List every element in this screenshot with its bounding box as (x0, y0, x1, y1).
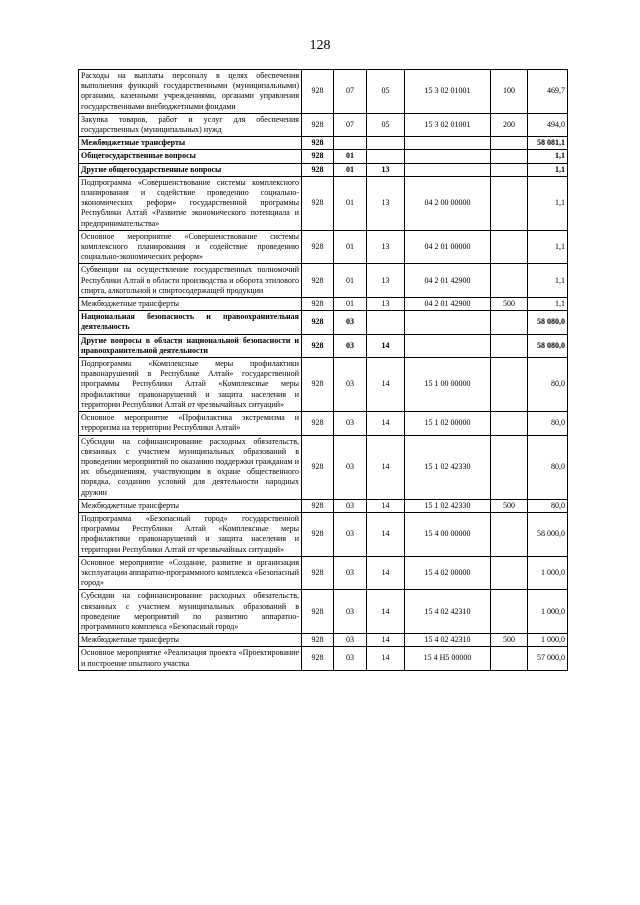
cell-code-gr: 928 (302, 435, 334, 499)
cell-code-csr: 04 2 01 42900 (405, 298, 491, 311)
cell-code-vr: 200 (491, 113, 528, 136)
cell-code-gr: 928 (302, 311, 334, 334)
cell-code-gr: 928 (302, 230, 334, 264)
cell-code-gr: 928 (302, 358, 334, 412)
cell-code-rz: 03 (334, 634, 367, 647)
cell-name: Расходы на выплаты персоналу в целях обеспечения выполнения функций государственными (муниципальными) органами, казенными учреждениями, органами управления государственными внебюджетными фондами (79, 70, 302, 114)
cell-name: Общегосударственные вопросы (79, 150, 302, 163)
cell-name: Межбюджетные трансферты (79, 499, 302, 512)
cell-name: Подпрограмма «Совершенствование системы комплексного планирования и содействие проведению социально-экономических реформ» государственной программы Республики Алтай «Развитие экономического потенциала и предпринимательства» (79, 176, 302, 230)
cell-code-vr (491, 358, 528, 412)
cell-amount: 58 000,0 (528, 512, 568, 556)
cell-code-gr: 928 (302, 264, 334, 298)
cell-code-csr: 15 1 02 42330 (405, 435, 491, 499)
cell-amount: 57 000,0 (528, 647, 568, 670)
cell-code-vr: 500 (491, 298, 528, 311)
cell-code-rz: 03 (334, 556, 367, 590)
cell-code-vr (491, 150, 528, 163)
cell-code-pr: 14 (367, 412, 405, 435)
cell-name: Межбюджетные трансферты (79, 634, 302, 647)
cell-amount: 80,0 (528, 499, 568, 512)
cell-code-csr: 04 2 00 00000 (405, 176, 491, 230)
table-row (79, 113, 568, 136)
table-row (79, 230, 568, 264)
cell-amount: 1 000,0 (528, 634, 568, 647)
cell-code-vr (491, 435, 528, 499)
cell-code-gr: 928 (302, 590, 334, 634)
cell-code-csr: 04 2 01 00000 (405, 230, 491, 264)
cell-code-csr: 15 4 02 42310 (405, 590, 491, 634)
cell-code-gr: 928 (302, 298, 334, 311)
cell-name: Закупка товаров, работ и услуг для обеспечения государственных (муниципальных) нужд (79, 113, 302, 136)
cell-name: Подпрограмма «Комплексные меры профилактики правонарушений в Республике Алтай» государственной программы Республики Алтай «Комплексные меры профилактики правонарушений и защита населения и территории Республики Алтай от чрезвычайных ситуаций» (79, 358, 302, 412)
cell-code-gr: 928 (302, 512, 334, 556)
cell-code-rz: 03 (334, 647, 367, 670)
cell-code-rz: 01 (334, 176, 367, 230)
cell-code-pr: 14 (367, 647, 405, 670)
cell-code-gr: 928 (302, 334, 334, 357)
cell-code-pr (367, 137, 405, 150)
cell-code-rz (334, 137, 367, 150)
cell-code-gr: 928 (302, 412, 334, 435)
cell-code-csr (405, 150, 491, 163)
cell-code-rz: 01 (334, 150, 367, 163)
cell-name: Основное мероприятие «Реализация проекта «Проектирование и построение опытного участка (79, 647, 302, 670)
table-row (79, 137, 568, 150)
cell-amount: 80,0 (528, 435, 568, 499)
cell-code-csr: 15 4 Н5 00000 (405, 647, 491, 670)
cell-amount: 494,0 (528, 113, 568, 136)
cell-code-csr: 15 4 02 42310 (405, 634, 491, 647)
cell-code-csr: 15 1 02 00000 (405, 412, 491, 435)
cell-name: Основное мероприятие «Совершенствование системы комплексного планирования и содействие проведению социально-экономических реформ» (79, 230, 302, 264)
cell-code-csr: 15 1 02 42330 (405, 499, 491, 512)
cell-amount: 58 081,1 (528, 137, 568, 150)
cell-code-rz: 01 (334, 298, 367, 311)
cell-code-pr (367, 311, 405, 334)
cell-code-csr (405, 334, 491, 357)
cell-code-pr: 14 (367, 634, 405, 647)
cell-name: Субсидии на софинансирование расходных обязательств, связанных с участием муниципальных образований в проведение мероприятий по развитию аппаратно-программного комплекса «Безопасный город» (79, 590, 302, 634)
cell-name: Основное мероприятие «Создание, развитие и организация эксплуатации аппаратно-программного комплекса «Безопасный город» (79, 556, 302, 590)
table-row (79, 176, 568, 230)
cell-code-csr (405, 311, 491, 334)
page-number: 128 (309, 38, 331, 53)
cell-code-csr (405, 163, 491, 176)
cell-code-vr (491, 311, 528, 334)
cell-name: Межбюджетные трансферты (79, 137, 302, 150)
cell-name: Субвенции на осуществление государственных полномочий Республики Алтай в области производства и оборота этилового спирта, алкогольной и спиртосодержащей продукции (79, 264, 302, 298)
table-row (79, 70, 568, 114)
cell-amount: 58 080,0 (528, 334, 568, 357)
cell-code-pr: 14 (367, 334, 405, 357)
cell-code-rz: 01 (334, 230, 367, 264)
cell-code-gr: 928 (302, 647, 334, 670)
cell-name: Другие вопросы в области национальной безопасности и правоохранительной деятельности (79, 334, 302, 357)
cell-amount: 1,1 (528, 150, 568, 163)
table-row (79, 647, 568, 670)
cell-code-rz: 01 (334, 163, 367, 176)
cell-code-vr (491, 264, 528, 298)
cell-code-rz: 03 (334, 512, 367, 556)
cell-code-csr: 15 1 00 00000 (405, 358, 491, 412)
cell-code-pr: 14 (367, 590, 405, 634)
cell-amount: 1,1 (528, 264, 568, 298)
cell-code-gr: 928 (302, 556, 334, 590)
cell-name: Основное мероприятие «Профилактика экстремизма и терроризма на территории Республики Алтай» (79, 412, 302, 435)
table-row (79, 512, 568, 556)
cell-code-vr (491, 176, 528, 230)
cell-code-csr: 15 3 02 01001 (405, 113, 491, 136)
table-row (79, 163, 568, 176)
cell-code-pr (367, 150, 405, 163)
table-row (79, 634, 568, 647)
table-row (79, 556, 568, 590)
cell-amount: 1,1 (528, 298, 568, 311)
cell-code-pr: 13 (367, 298, 405, 311)
cell-code-pr: 13 (367, 264, 405, 298)
cell-code-vr: 500 (491, 499, 528, 512)
cell-code-gr: 928 (302, 163, 334, 176)
table-row (79, 298, 568, 311)
cell-code-rz: 01 (334, 264, 367, 298)
cell-amount: 469,7 (528, 70, 568, 114)
cell-code-vr (491, 590, 528, 634)
table-row (79, 590, 568, 634)
cell-code-gr: 928 (302, 176, 334, 230)
cell-code-pr: 13 (367, 163, 405, 176)
table-row (79, 435, 568, 499)
cell-code-rz: 03 (334, 499, 367, 512)
cell-code-rz: 03 (334, 590, 367, 634)
cell-code-vr (491, 647, 528, 670)
cell-code-vr: 100 (491, 70, 528, 114)
cell-code-vr (491, 334, 528, 357)
cell-code-rz: 03 (334, 358, 367, 412)
cell-code-pr: 05 (367, 113, 405, 136)
cell-code-pr: 14 (367, 499, 405, 512)
cell-code-pr: 14 (367, 435, 405, 499)
cell-code-csr (405, 137, 491, 150)
table-row (79, 358, 568, 412)
cell-code-vr (491, 163, 528, 176)
cell-code-gr: 928 (302, 70, 334, 114)
cell-code-rz: 03 (334, 311, 367, 334)
cell-code-rz: 03 (334, 435, 367, 499)
cell-code-vr (491, 230, 528, 264)
cell-amount: 1 000,0 (528, 556, 568, 590)
table-row (79, 499, 568, 512)
cell-code-csr: 15 4 02 00000 (405, 556, 491, 590)
cell-code-gr: 928 (302, 113, 334, 136)
cell-code-gr: 928 (302, 150, 334, 163)
cell-amount: 58 080,0 (528, 311, 568, 334)
cell-name: Межбюджетные трансферты (79, 298, 302, 311)
cell-name: Подпрограмма «Безопасный город» государственной программы Республики Алтай «Комплексные меры профилактики правонарушений и защита населения и территории Республики Алтай от чрезвычайных ситуаций» (79, 512, 302, 556)
cell-code-pr: 13 (367, 176, 405, 230)
cell-name: Национальная безопасность и правоохранительная деятельность (79, 311, 302, 334)
table-row (79, 264, 568, 298)
cell-code-pr: 14 (367, 556, 405, 590)
cell-code-gr: 928 (302, 137, 334, 150)
cell-amount: 80,0 (528, 358, 568, 412)
cell-code-gr: 928 (302, 634, 334, 647)
cell-name: Субсидии на софинансирование расходных обязательств, связанных с участием муниципальных образований в проведении мероприятий по оказанию поддержки гражданам и их объединениям, участвующим в охране общественного порядка, созданию условий для деятельности народных дружин (79, 435, 302, 499)
cell-code-vr (491, 556, 528, 590)
cell-code-rz: 03 (334, 412, 367, 435)
cell-code-rz: 03 (334, 334, 367, 357)
cell-code-vr (491, 512, 528, 556)
cell-code-csr: 15 4 00 00000 (405, 512, 491, 556)
cell-code-vr (491, 137, 528, 150)
cell-code-vr (491, 412, 528, 435)
budget-table (78, 69, 568, 671)
cell-code-rz: 07 (334, 70, 367, 114)
cell-code-pr: 05 (367, 70, 405, 114)
cell-amount: 1,1 (528, 176, 568, 230)
budget-table-body (79, 70, 568, 671)
cell-code-csr: 15 3 02 01001 (405, 70, 491, 114)
cell-code-pr: 13 (367, 230, 405, 264)
table-row (79, 311, 568, 334)
cell-code-csr: 04 2 01 42900 (405, 264, 491, 298)
cell-code-pr: 14 (367, 358, 405, 412)
cell-code-pr: 14 (367, 512, 405, 556)
cell-amount: 1 000,0 (528, 590, 568, 634)
table-row (79, 334, 568, 357)
cell-name: Другие общегосударственные вопросы (79, 163, 302, 176)
cell-code-rz: 07 (334, 113, 367, 136)
cell-amount: 1,1 (528, 230, 568, 264)
cell-code-gr: 928 (302, 499, 334, 512)
cell-amount: 80,0 (528, 412, 568, 435)
table-row (79, 150, 568, 163)
table-row (79, 412, 568, 435)
cell-code-vr: 500 (491, 634, 528, 647)
cell-amount: 1,1 (528, 163, 568, 176)
